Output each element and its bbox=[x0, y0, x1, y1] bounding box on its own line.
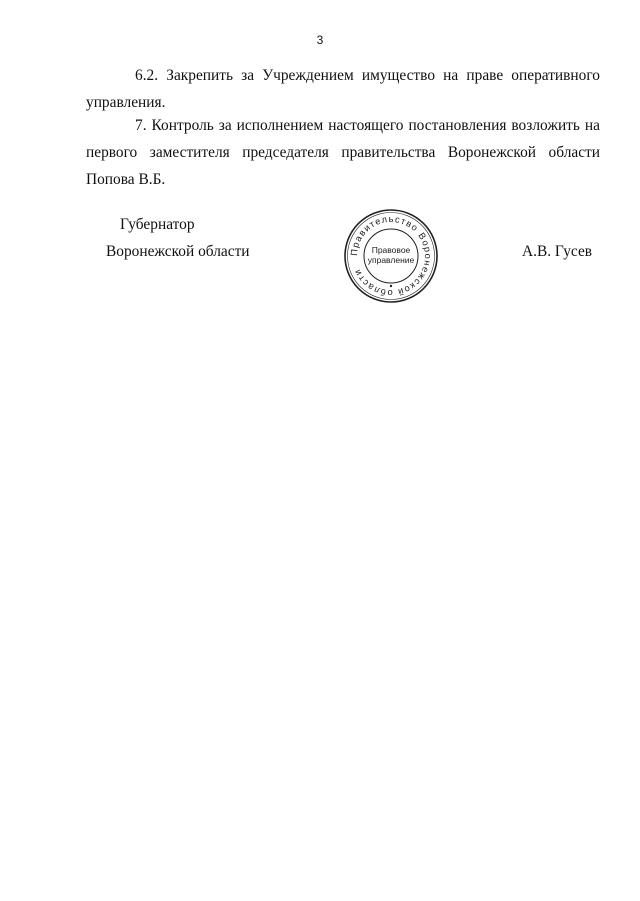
page-number: 3 bbox=[316, 33, 324, 47]
signature-region: Воронежской области bbox=[106, 243, 250, 260]
stamp-dot bbox=[390, 285, 392, 287]
paragraph-7: 7. Контроль за исполнением настоящего постановления возложить на первого заместителя председателя правительства Воронежской области Попова В.Б. bbox=[86, 117, 600, 188]
official-stamp bbox=[343, 208, 439, 304]
stamp-center-line1: Правовое bbox=[371, 245, 411, 255]
stamp-center-line2: управление bbox=[367, 255, 415, 265]
signature-name: А.В. Гусев bbox=[522, 243, 593, 260]
stamp-ring-text: Правительство Воронежской области bbox=[348, 213, 434, 299]
paragraph-6-2: 6.2. Закрепить за Учреждением имущество на праве оперативного управления. bbox=[86, 67, 600, 111]
signature-title: Губернатор bbox=[120, 216, 195, 233]
